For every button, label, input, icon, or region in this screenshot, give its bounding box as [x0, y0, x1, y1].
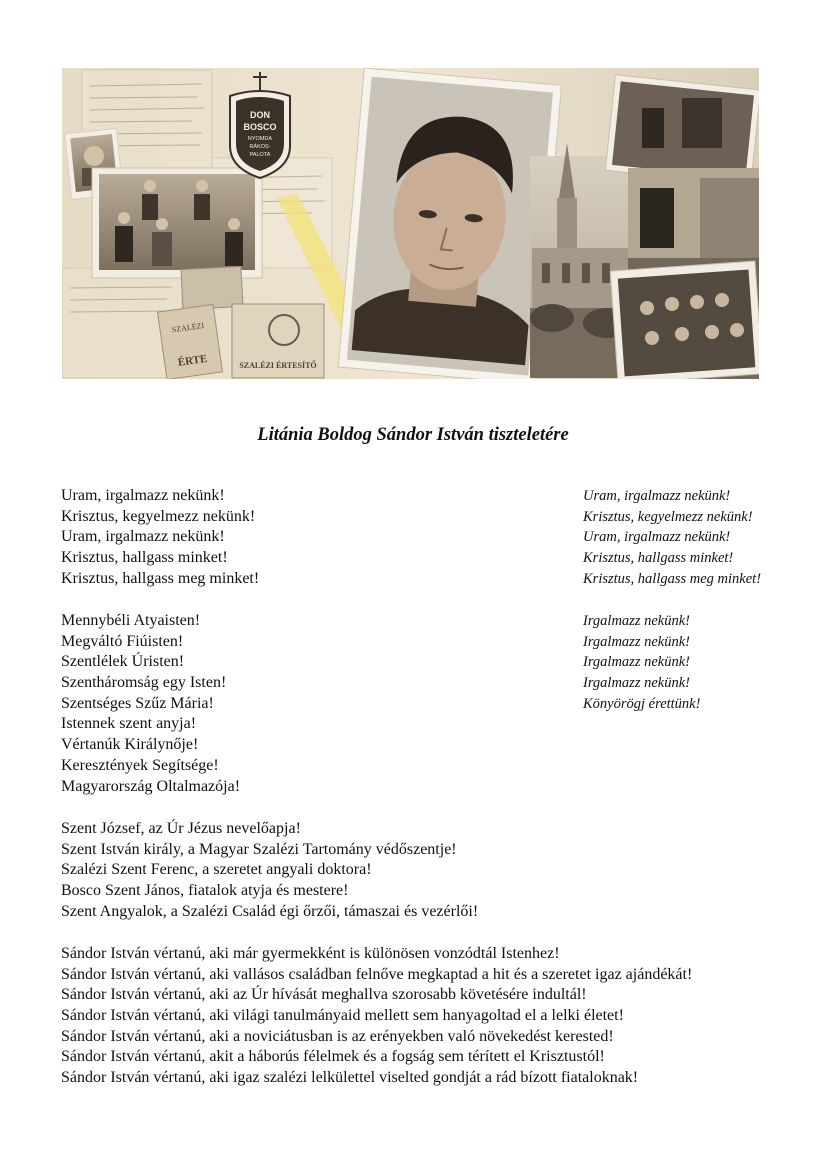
- response-text: Uram, irgalmazz nekünk!: [583, 529, 731, 546]
- main-portrait-photo: [338, 68, 561, 379]
- invocation-text: Istennek szent anyja!: [61, 715, 197, 733]
- litany-line: [61, 881, 801, 902]
- response-text: Krisztus, hallgass minket!: [583, 550, 734, 567]
- litany-line: [61, 777, 801, 798]
- booklet-title: SZALÉZI ÉRTESÍTŐ: [239, 361, 317, 370]
- invocation-text: Mennybéli Atyaisten!: [61, 612, 201, 629]
- invocation-text: Szent István király, a Magyar Szalézi Tartomány védőszentje!: [61, 840, 457, 858]
- litany-line: [61, 1047, 801, 1068]
- litany-section-opening: [61, 486, 801, 589]
- invocation-text: Uram, irgalmazz nekünk!: [61, 528, 225, 546]
- emblem-text-don: DON: [250, 110, 270, 120]
- litany-line: [61, 632, 801, 653]
- booklet-word-erte: ÉRTE: [177, 352, 209, 369]
- litany-line: [61, 944, 801, 965]
- invocation-text: Szent József, az Úr Jézus nevelőapja!: [61, 820, 301, 837]
- litany-line: [61, 902, 801, 923]
- page-title: Litánia Boldog Sándor István tiszteletére: [257, 425, 569, 445]
- invocation-text: Szentháromság egy Isten!: [61, 674, 227, 692]
- litany-line: [61, 673, 801, 694]
- litany-line: [61, 548, 801, 569]
- litany-line: [61, 652, 801, 673]
- invocation-text: Szent Angyalok, a Szalézi Család égi őrzői, támaszai és vezérlői!: [61, 902, 479, 920]
- invocation-text: Magyarország Oltalmazója!: [61, 777, 241, 795]
- litany-line: [61, 714, 801, 735]
- litany-line: [61, 819, 801, 840]
- response-text: Irgalmazz nekünk!: [583, 675, 690, 692]
- litany-line: [61, 486, 801, 507]
- litany-line: [61, 840, 801, 861]
- invocation-text: Krisztus, hallgass minket!: [61, 549, 228, 567]
- response-text: Könyörögj érettünk!: [583, 695, 701, 712]
- litany-line: [61, 1027, 801, 1048]
- invocation-text: Keresztények Segítsége!: [61, 756, 219, 774]
- response-text: Irgalmazz nekünk!: [583, 654, 690, 671]
- invocation-text: Szentséges Szűz Mária!: [61, 694, 214, 712]
- emblem-text-rakos: RÁKOS-: [249, 144, 271, 150]
- litany-line: [61, 735, 801, 756]
- litany-line: [61, 965, 801, 986]
- header-collage-banner: [62, 68, 759, 379]
- litany-line: [61, 527, 801, 548]
- litany-line: [61, 1006, 801, 1027]
- invocation-text: Sándor István vértanú, aki világi tanulmányaid mellett sem hanyagoltad el a lelki életet!: [61, 1007, 624, 1025]
- invocation-text: Szentlélek Úristen!: [61, 653, 185, 671]
- litany-line: [61, 611, 801, 632]
- litany-line: [61, 569, 801, 590]
- response-text: Uram, irgalmazz nekünk!: [583, 488, 731, 504]
- invocation-text: Sándor István vértanú, aki igaz szalézi lelkülettel viselted gondját a rád bízott fiataloknak!: [61, 1069, 639, 1087]
- emblem-text-nyomda: NYOMDA: [247, 136, 273, 142]
- invocation-text: Sándor István vértanú, aki az Úr hívását meghallva szorosabb követésére indultál!: [61, 986, 587, 1004]
- invocation-text: Szalézi Szent Ferenc, a szeretet angyali doktora!: [61, 861, 372, 879]
- litany-section-saints: [61, 819, 801, 922]
- response-text: Irgalmazz nekünk!: [583, 613, 690, 629]
- litany-section-trinity-mary: [61, 611, 801, 797]
- invocation-text: Krisztus, hallgass meg minket!: [61, 569, 260, 587]
- litany-line: [61, 860, 801, 881]
- invocation-text: Uram, irgalmazz nekünk!: [61, 487, 225, 504]
- litany-line: [61, 1068, 801, 1089]
- invocation-text: Sándor István vértanú, aki a noviciátusban is az erényekben való növekedést kerested!: [61, 1027, 614, 1045]
- invocation-text: Sándor István vértanú, aki vallásos családban felnőve megkaptad a hit és a szeretet igaz ajándékát!: [61, 965, 693, 983]
- family-photo: [92, 168, 262, 278]
- response-text: Krisztus, hallgass meg minket!: [583, 570, 762, 587]
- response-text: Krisztus, kegyelmezz nekünk!: [583, 508, 753, 525]
- response-text: Irgalmazz nekünk!: [583, 633, 690, 650]
- invocation-text: Vértanúk Királynője!: [61, 736, 199, 754]
- invocation-text: Krisztus, kegyelmezz nekünk!: [61, 507, 256, 525]
- emblem-text-bosco: BOSCO: [243, 122, 277, 132]
- invocation-text: Sándor István vértanú, aki már gyermekként is különösen vonzódtál Istenhez!: [61, 945, 560, 962]
- invocation-text: Bosco Szent János, fiatalok atyja és mestere!: [61, 882, 349, 900]
- litany-line: [61, 756, 801, 777]
- emblem-text-palota: PALOTA: [249, 152, 271, 158]
- invocation-text: Sándor István vértanú, akit a háborús félelmek és a fogság sem térített el Krisztustól!: [61, 1048, 605, 1066]
- invocation-text: Megváltó Fiúisten!: [61, 632, 184, 650]
- litany-line: [61, 694, 801, 715]
- litany-line: [61, 985, 801, 1006]
- group-photos: [610, 168, 759, 379]
- litany-section-sandor-istvan: [61, 944, 801, 1089]
- litany-line: [61, 507, 801, 528]
- booklet-word-szalezi: SZALÉZI: [171, 320, 205, 335]
